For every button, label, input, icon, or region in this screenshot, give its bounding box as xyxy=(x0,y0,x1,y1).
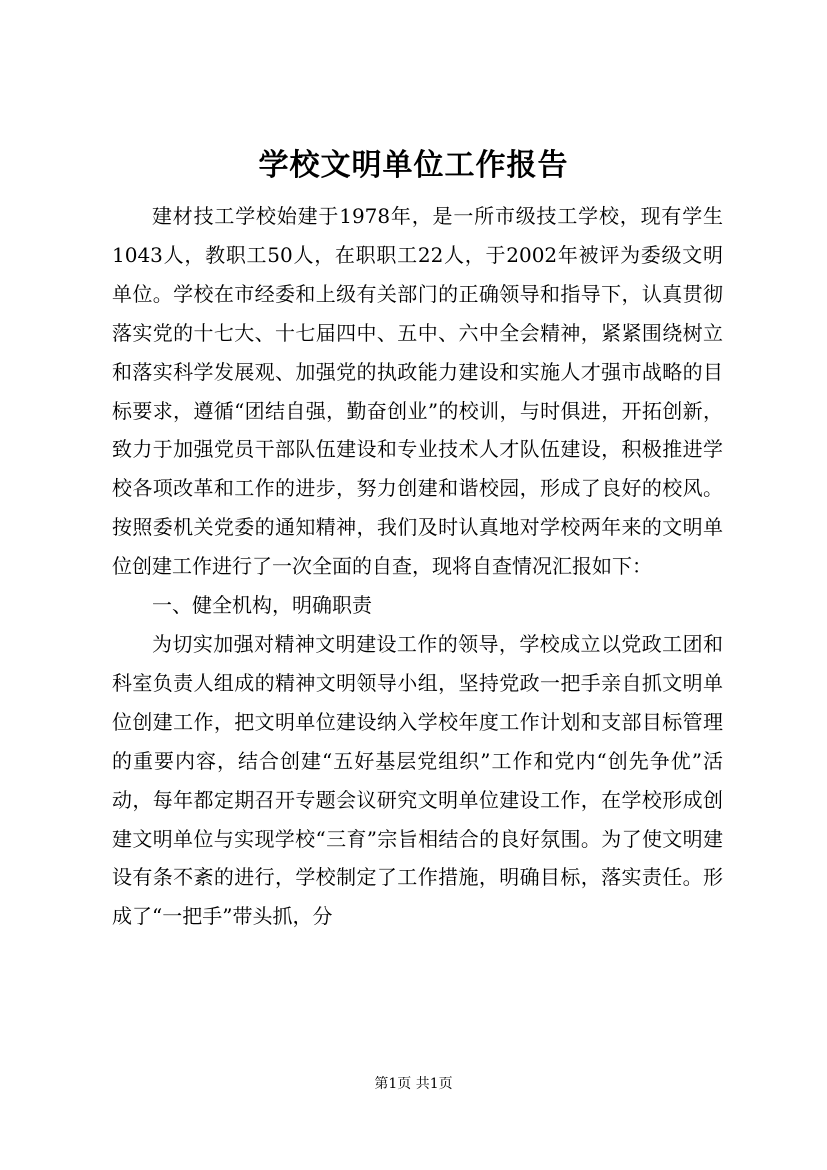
section-heading-1: 一、健全机构，明确职责 xyxy=(152,593,372,618)
document-title: 学校文明单位工作报告 xyxy=(258,148,569,183)
document-body xyxy=(112,197,723,936)
page-footer: 第1页 共1页 xyxy=(374,1076,453,1092)
paragraph-intro: 建材技工学校始建于1978年，是一所市级技工学校，现有学生1043人，教职工50人，在职职工22人，于2002年被评为委级文明单位。学校在市经委和上级有关部门的正确领导和指导下，认真贯彻落实党的十七大、十七届四中、五中、六中全会精神，紧紧围绕树立和落实科学发展观、加强党的执政能力建设和实施人才强市战略的目标要求，遵循“团结自强，勤奋创业”的校训，与时俱进，开拓创新，致力于加强党员干部队伍建设和专业技术人才队伍建设，积极推进学校各项改革和工作的进步，努力创建和谐校园，形成了良好的校风。按照委机关党委的通知精神，我们及时认真地对学校两年来的文明单位创建工作进行了一次全面的自查，现将自查情况汇报如下： xyxy=(112,204,723,579)
paragraph-section-1: 为切实加强对精神文明建设工作的领导，学校成立以党政工团和科室负责人组成的精神文明领导小组，坚持党政一把手亲自抓文明单位创建工作，把文明单位建设纳入学校年度工作计划和支部目标管理的重要内容，结合创建“五好基层党组织”工作和党内“创先争优”活动，每年都定期召开专题会议研究文明单位建设工作，在学校形成创建文明单位与实现学校“三育”宗旨相结合的良好氛围。为了使文明建设有条不紊的进行，学校制定了工作措施，明确目标，落实责任。形成了“一把手”带头抓，分 xyxy=(112,631,723,929)
